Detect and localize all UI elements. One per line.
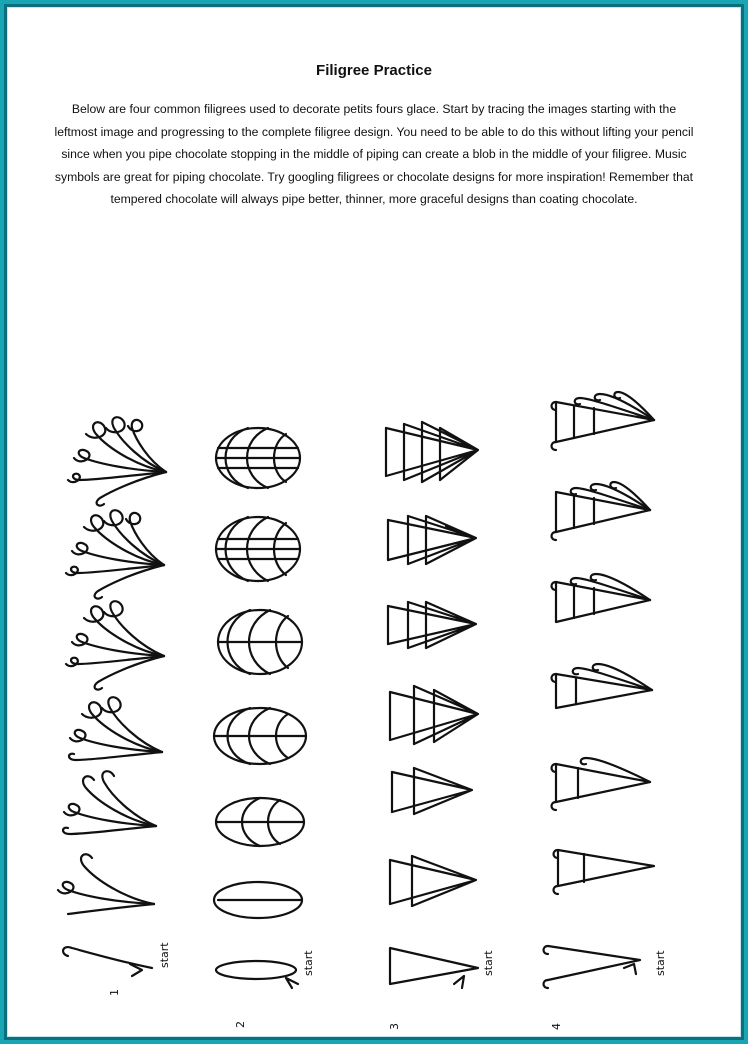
filigree-4-step-6: [552, 392, 655, 450]
instructions-line: Below are four common filigrees used to decorate petits fours glace. Start by tracing the images starting with the: [71, 102, 677, 116]
column-number: 4: [550, 1023, 563, 1030]
column-number: 1: [108, 989, 121, 996]
filigree-1-step-6b: [66, 510, 164, 598]
filigree-4-step-6b: [552, 482, 651, 540]
instructions-line: symbols are great for piping chocolate. Try googling filigrees or chocolate designs for more inspiration! Remember that: [54, 169, 694, 184]
page-frame-inner: [4, 4, 744, 1040]
filigree-1-step-1: [63, 947, 152, 976]
filigree-1-step-6: [68, 417, 166, 505]
filigree-3-step-4: [388, 602, 476, 648]
filigree-2-step-4: [214, 708, 306, 764]
filigree-3-step-2: [392, 768, 472, 814]
page-title: Filigree Practice: [316, 62, 432, 79]
filigree-2-step-6: [216, 428, 300, 488]
filigree-3-step-1b: [390, 856, 476, 906]
filigree-column-2: [214, 428, 306, 988]
filigree-1-step-2: [58, 854, 154, 914]
filigree-3-step-6: [386, 422, 478, 482]
filigree-2-step-6b: [216, 517, 300, 581]
worksheet: [7, 7, 741, 1037]
filigree-4-step-1: [544, 946, 641, 988]
filigree-2-step-1: [216, 961, 298, 988]
instructions-line: tempered chocolate will always pipe better, thinner, more graceful designs than coating chocolate.: [110, 192, 638, 206]
filigree-2-step-5: [218, 610, 302, 674]
filigree-drawings: [8, 8, 741, 1037]
filigree-3-step-1: [390, 948, 478, 988]
filigree-4-step-4: [552, 664, 653, 708]
start-label: start: [158, 942, 171, 968]
filigree-1-step-5: [66, 601, 164, 689]
column-number: 3: [388, 1023, 401, 1030]
filigree-column-3: [386, 422, 478, 988]
instructions-line: since when you pipe chocolate stopping in the middle of piping can create a blob in the middle of your filigree. Music: [61, 147, 687, 161]
column-number: 2: [234, 1021, 247, 1028]
start-label: start: [302, 950, 315, 976]
filigree-4-step-5: [552, 574, 651, 622]
filigree-1-step-3: [63, 771, 156, 834]
filigree-3-step-5: [388, 516, 476, 564]
start-label: start: [654, 950, 667, 976]
filigree-1-step-4: [69, 697, 162, 760]
filigree-4-step-2: [554, 850, 655, 894]
filigree-2-step-2: [214, 882, 302, 918]
filigree-2-step-3: [216, 798, 304, 846]
instructions-line: leftmost image and progressing to the complete filigree design. You need to be able to do this without lifting your pencil: [54, 124, 694, 139]
filigree-3-step-3: [390, 686, 478, 744]
filigree-column-1: [58, 417, 166, 976]
start-label: start: [482, 950, 495, 976]
filigree-4-step-3: [552, 758, 651, 810]
filigree-column-4: [544, 392, 655, 988]
